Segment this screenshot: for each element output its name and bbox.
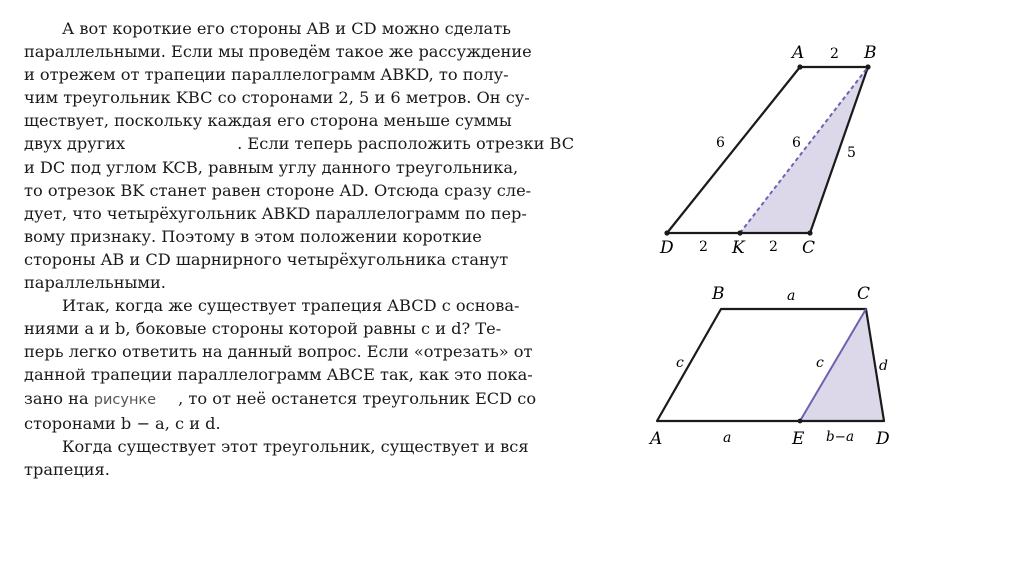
figure-reference-link[interactable]: рисунке [93, 391, 157, 408]
side-label-bc: a [787, 288, 796, 304]
paragraph-3 [24, 435, 630, 481]
side-label-dk: 2 [699, 239, 708, 255]
paragraph-1 [24, 17, 630, 294]
side-label-ab: c [676, 355, 684, 371]
side-label-bk: 6 [792, 135, 801, 151]
label-e: E [792, 429, 805, 449]
side-label-ab: 2 [830, 46, 839, 62]
side-label-cd: d [879, 358, 888, 374]
text-fragment: , то от неё останется треугольник ECD со [178, 388, 537, 408]
label-d: D [660, 238, 674, 258]
side-label-ad: 6 [716, 135, 725, 151]
side-label-bc: 5 [847, 145, 856, 161]
side-label-ce: c [816, 355, 824, 371]
label-a: A [650, 429, 663, 449]
text-fragment: зано на [24, 388, 89, 408]
text-line: ниями a и b, боковые стороны которой равны c и d? Те- [24, 319, 502, 339]
text-line: сторонами b − a, c и d. [24, 413, 221, 433]
text-fragment: двух других [24, 134, 126, 154]
text-line: ществует, поскольку каждая его сторона меньше суммы [24, 111, 512, 131]
text-line: параллельными. Если мы проведём такое же рассуждение [24, 42, 532, 62]
text-line: стороны AB и CD шарнирного четырёхугольника станут [24, 249, 509, 269]
text-line: данной трапеции параллелограмм ABCE так, как это пока- [24, 365, 533, 385]
text-line: параллельными. [24, 273, 166, 293]
triangle-ecd-fill [800, 309, 884, 421]
label-b: B [864, 43, 877, 63]
label-c: C [802, 238, 816, 258]
side-label-ae: a [723, 430, 732, 446]
text-line: Когда существует этот треугольник, существует и вся [62, 436, 529, 456]
text-line: вому признаку. Поэтому в этом положении короткие [24, 226, 482, 246]
text-line [24, 387, 630, 412]
text-line: то отрезок BK станет равен стороне AD. Отсюда сразу сле- [24, 180, 532, 200]
text-line: А вот короткие его стороны AB и CD можно сделать [62, 19, 511, 38]
label-k: K [732, 238, 745, 258]
point-d [664, 230, 669, 235]
text-line: и отрежем от трапеции параллелограмм ABKD, то полу- [24, 65, 509, 85]
text-line: дует, что четырёхугольник ABKD параллелограмм по пер- [24, 203, 527, 223]
text-line: Итак, когда же существует трапеция ABCD с основа- [62, 296, 520, 316]
text-block [24, 17, 630, 481]
text-line: трапеция. [24, 459, 110, 479]
paragraph-2 [24, 294, 630, 435]
point-b [865, 64, 870, 69]
point-k [737, 230, 742, 235]
side-label-kc: 2 [769, 239, 778, 255]
text-line: перь легко ответить на данный вопрос. Если «отрезать» от [24, 342, 533, 362]
label-a: A [792, 43, 805, 63]
figure-trapezoid-abkd [650, 38, 940, 268]
text-line: и DC под углом KCB, равным углу данного треугольника, [24, 157, 519, 177]
point-c [807, 230, 812, 235]
label-d: D [876, 429, 890, 449]
point-e [798, 419, 803, 424]
point-a [797, 64, 802, 69]
figure-trapezoid-abcd [640, 278, 920, 458]
text-fragment: . Если теперь расположить отрезки BC [237, 134, 575, 154]
side-label-ed: b−a [826, 429, 855, 445]
label-c: C [857, 284, 871, 304]
text-line: чим треугольник KBC со сторонами 2, 5 и 6 метров. Он су- [24, 88, 530, 108]
text-line [24, 132, 630, 155]
label-b: B [712, 284, 725, 304]
